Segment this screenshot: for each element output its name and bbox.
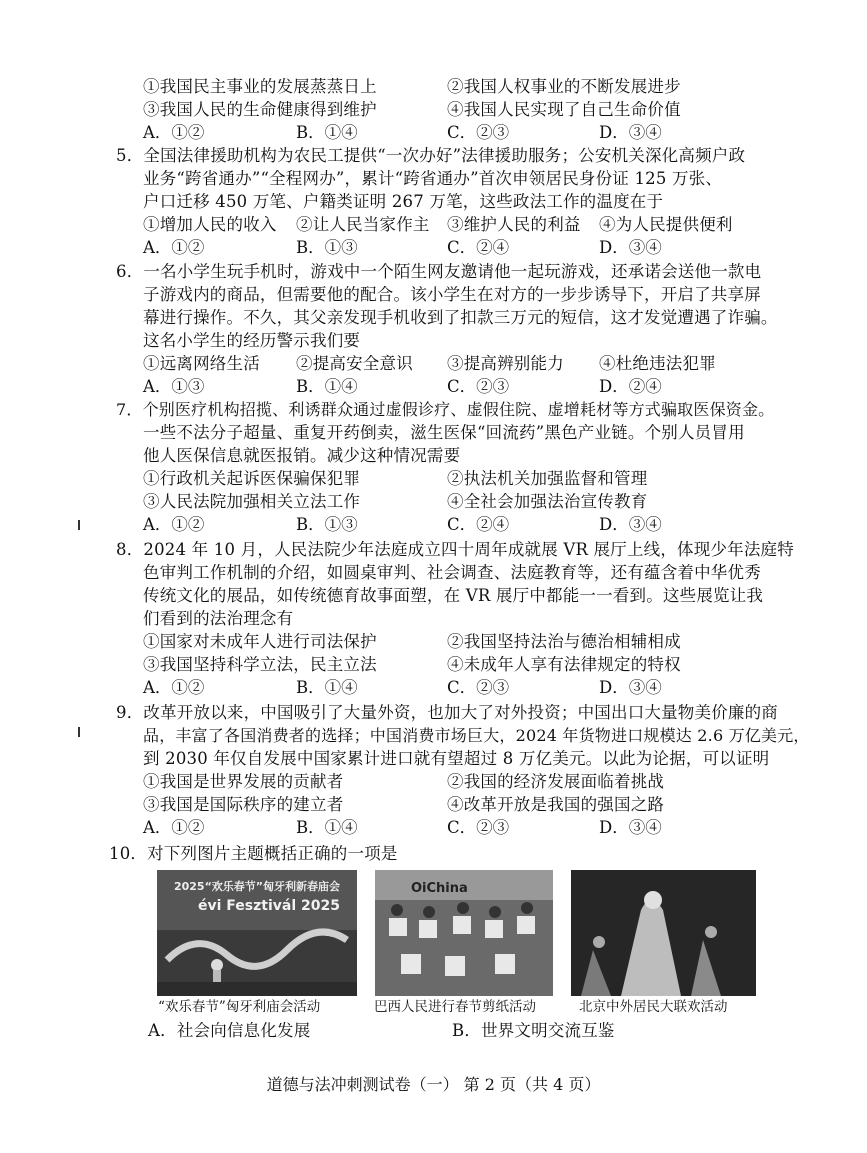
- q7-stem-line-2: 一些不法分子超量、重复开药倒卖，滋生医保“回流药”黑色产业链。个别人员冒用: [143, 423, 745, 442]
- q6-stem-line-3: 幕进行操作。不久，其父亲发现手机收到了扣款三万元的短信，这才发觉遭遇了诈骗。: [143, 308, 778, 327]
- q7-choice-a: A．①②: [143, 515, 205, 534]
- q9-option-3: ③我国是国际秩序的建立者: [143, 795, 344, 814]
- q7-stem-line-1: 7．个别医疗机构招揽、利诱群众通过虚假诊疗、虚假住院、虚增耗材等方式骗取医保资金。: [116, 400, 775, 419]
- q6-option-3: ③提高辨别能力: [447, 354, 564, 373]
- q9-choice-c: C．②③: [447, 818, 510, 837]
- q4-choice-c: C．②③: [447, 123, 510, 142]
- q8-choice-c: C．②③: [447, 678, 510, 697]
- q6-choice-d: D．②④: [599, 377, 662, 396]
- q7-option-3: ③人民法院加强相关立法工作: [143, 492, 361, 511]
- q5-stem-line-1: 5．全国法律援助机构为农民工提供“一次办好”法律援助服务；公安机关深化高频户政: [116, 146, 746, 165]
- q4-choice-a: A．①②: [143, 123, 205, 142]
- q9-choice-b: B．①④: [296, 818, 358, 837]
- q9-stem-line-1: 9．改革开放以来，中国吸引了大量外资，也加大了对外投资；中国出口大量物美价廉的商: [116, 703, 778, 722]
- q6-stem-line-4: 这名小学生的经历警示我们要: [143, 331, 361, 350]
- page-footer: 道德与法冲刺测试卷（一） 第 2 页（共 4 页）: [266, 1075, 601, 1094]
- q5-choice-d: D．③④: [599, 238, 662, 257]
- q4-choice-d: D．③④: [599, 123, 662, 142]
- q8-choice-d: D．③④: [599, 678, 662, 697]
- q8-option-1: ①国家对未成年人进行司法保护: [143, 632, 377, 651]
- q5-choice-b: B．①③: [296, 238, 358, 257]
- photo-brazil-paper-cutting: [375, 870, 553, 996]
- q6-option-1: ①远离网络生活: [143, 354, 260, 373]
- q4-option-1: ①我国民主事业的发展蒸蒸日上: [143, 77, 377, 96]
- q5-choice-c: C．②④: [447, 238, 510, 257]
- scan-mark: [78, 727, 80, 737]
- q7-option-2: ②执法机关加强监督和管理: [447, 469, 648, 488]
- q5-option-3: ③维护人民的利益: [447, 215, 581, 234]
- q9-stem-line-3: 到 2030 年仅自发展中国家累计进口就有望超过 8 万亿美元。以此为论据，可以证明: [143, 749, 770, 768]
- q8-stem-line-2: 色审判工作机制的介绍，如圆桌审判、社会调查、法庭教育等，还有蕴含着中华优秀: [143, 563, 761, 582]
- q8-stem-line-4: 们看到的法治理念有: [143, 609, 294, 628]
- q8-option-3: ③我国坚持科学立法，民主立法: [143, 655, 377, 674]
- q8-stem-line-3: 传统文化的展品，如传统德育故事面塑，在 VR 展厅中都能一一看到。这些展览让我: [143, 586, 764, 605]
- q7-option-1: ①行政机关起诉医保骗保犯罪: [143, 469, 361, 488]
- q10-choice-a: A．社会向信息化发展: [148, 1021, 311, 1040]
- q10-choice-b: B．世界文明交流互鉴: [452, 1021, 615, 1040]
- q6-stem-line-2: 子游戏内的商品，但需要他的配合。该小学生在对方的一步步诱导下，开启了共享屏: [143, 285, 761, 304]
- q9-option-4: ④改革开放是我国的强国之路: [447, 795, 665, 814]
- q7-choice-d: D．③④: [599, 515, 662, 534]
- q5-option-2: ②让人民当家作主: [296, 215, 430, 234]
- q9-choice-d: D．③④: [599, 818, 662, 837]
- q6-option-4: ④杜绝违法犯罪: [599, 354, 716, 373]
- q4-option-2: ②我国人权事业的不断发展进步: [447, 77, 681, 96]
- q6-option-2: ②提高安全意识: [296, 354, 413, 373]
- q8-choice-b: B．①④: [296, 678, 358, 697]
- q6-choice-a: A．①③: [143, 377, 205, 396]
- q8-option-2: ②我国坚持法治与德治相辅相成: [447, 632, 681, 651]
- caption-figure-1: “欢乐春节”匈牙利庙会活动: [158, 999, 321, 1015]
- q10-stem: 10．对下列图片主题概括正确的一项是: [109, 844, 398, 863]
- q8-option-4: ④未成年人享有法律规定的特权: [447, 655, 681, 674]
- q9-option-2: ②我国的经济发展面临着挑战: [447, 772, 665, 791]
- q5-option-1: ①增加人民的收入: [143, 215, 277, 234]
- caption-figure-3: 北京中外居民大联欢活动: [579, 999, 728, 1015]
- q8-choice-a: A．①②: [143, 678, 205, 697]
- photo-beijing-residents-gala: [571, 870, 756, 996]
- q6-choice-c: C．②③: [447, 377, 510, 396]
- q9-option-1: ①我国是世界发展的贡献者: [143, 772, 344, 791]
- q4-option-3: ③我国人民的生命健康得到维护: [143, 100, 377, 119]
- q9-choice-a: A．①②: [143, 818, 205, 837]
- q8-stem-line-1: 8．2024 年 10 月，人民法院少年法庭成立四十周年成就展 VR 展厅上线，体现少年法庭特: [116, 540, 794, 559]
- fig2-sign-text: ОіChina: [411, 881, 468, 896]
- q7-choice-b: B．①③: [296, 515, 358, 534]
- q5-stem-line-3: 户口迁移 450 万笔、户籍类证明 267 万笔，这些政法工作的温度在于: [143, 192, 664, 211]
- q9-stem-line-2: 品，丰富了各国消费者的选择；中国消费市场巨大，2024 年货物进口规模达 2.6 万亿美元，: [143, 726, 810, 745]
- q4-option-4: ④我国人民实现了自己生命价值: [447, 100, 681, 119]
- q7-stem-line-3: 他人医保信息就医报销。减少这种情况需要: [143, 446, 461, 465]
- fig1-banner-subtitle: évi Fesztivál 2025: [198, 898, 340, 914]
- q5-option-4: ④为人民提供便利: [599, 215, 733, 234]
- q7-choice-c: C．②④: [447, 515, 510, 534]
- fig1-banner-title: 2025“欢乐春节”匈牙利新春庙会: [173, 880, 341, 893]
- q6-stem-line-1: 6．一名小学生玩手机时，游戏中一个陌生网友邀请他一起玩游戏，还承诺会送他一款电: [116, 262, 762, 281]
- caption-figure-2: 巴西人民进行春节剪纸活动: [374, 999, 536, 1015]
- q5-choice-a: A．①②: [143, 238, 205, 257]
- photo-hungary-temple-fair: [157, 870, 357, 996]
- q5-stem-line-2: 业务“跨省通办”“全程网办”，累计“跨省通办”首次申领居民身份证 125 万张、: [143, 169, 723, 188]
- q7-option-4: ④全社会加强法治宣传教育: [447, 492, 648, 511]
- q6-choice-b: B．①④: [296, 377, 358, 396]
- scan-mark: [78, 520, 80, 530]
- q4-choice-b: B．①④: [296, 123, 358, 142]
